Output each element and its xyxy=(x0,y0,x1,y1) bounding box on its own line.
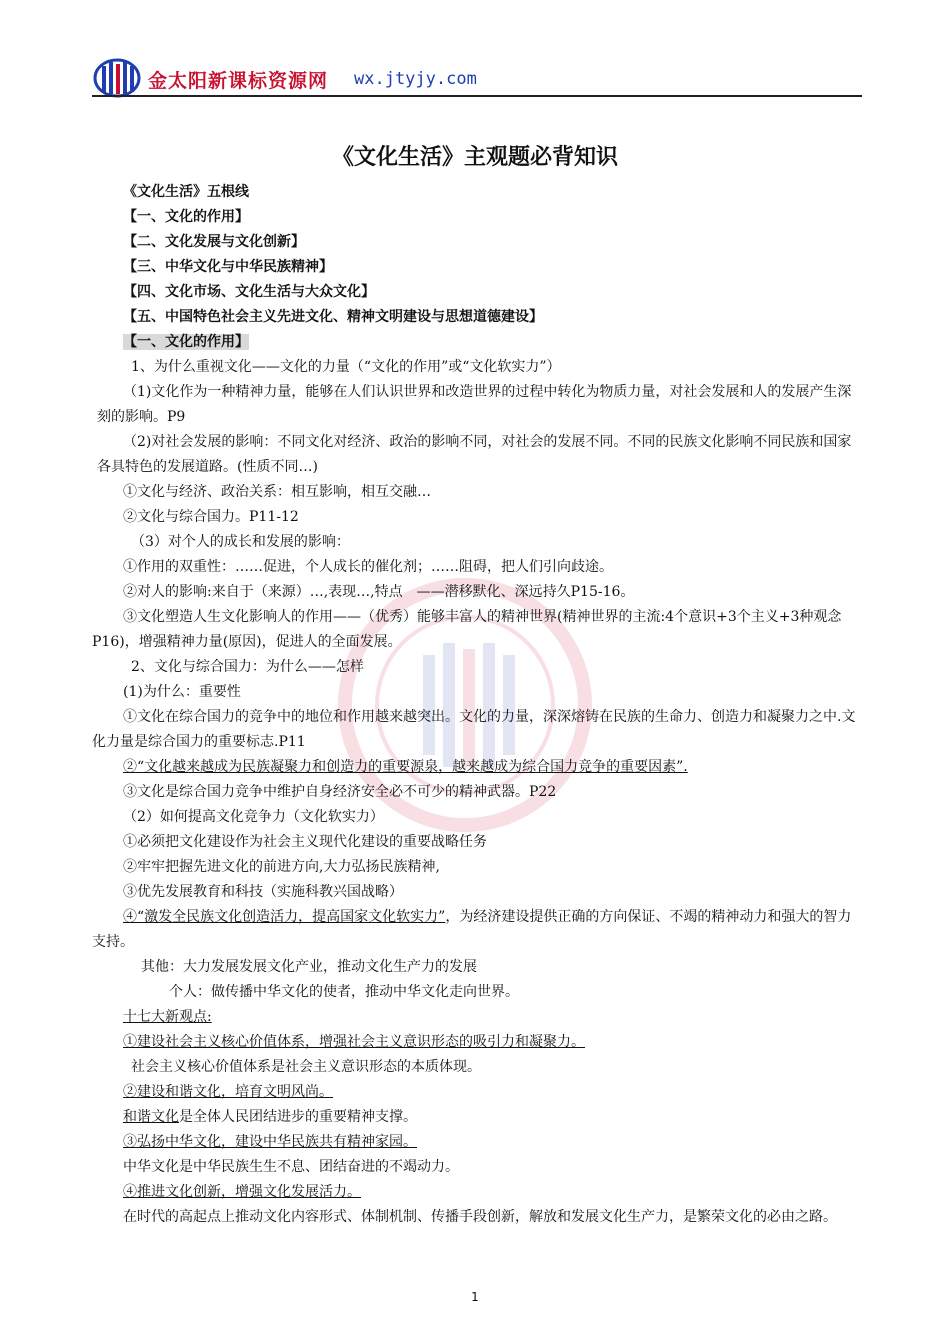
document-body xyxy=(92,180,861,1230)
list-item: ②建设和谐文化，培育文明风尚。 xyxy=(123,1084,333,1100)
paragraph: 其他：大力发展发展文化产业，推动文化生产力的发展 xyxy=(141,959,477,975)
paragraph: （2）如何提高文化竞争力（文化软实力） xyxy=(123,809,384,825)
question-heading: 1、为什么重视文化——文化的力量（“文化的作用”或“文化软实力”） xyxy=(131,359,561,375)
list-item: ④推进文化创新，增强文化发展活力。 xyxy=(123,1184,361,1200)
paragraph: 社会主义核心价值体系是社会主义意识形态的本质体现。 xyxy=(131,1059,481,1075)
subsection-heading: 十七大新观点: xyxy=(123,1009,212,1025)
header-divider xyxy=(92,95,862,97)
paragraph-text: 是全体人民团结进步的重要精神支撑。 xyxy=(179,1109,417,1125)
paragraph: (1)为什么：重要性 xyxy=(123,684,241,700)
outline-item: 【三、中华文化与中华民族精神】 xyxy=(123,259,333,275)
underlined-term: 和谐文化 xyxy=(123,1109,179,1125)
outline-item: 【四、文化市场、文化生活与大众文化】 xyxy=(123,284,375,300)
paragraph: （2)对社会发展的影响：不同文化对经济、政治的影响不同，对社会的发展不同。不同的民族文化影响不同民族和国家各具特色的发展道路。(性质不同…) xyxy=(97,434,852,475)
list-item: ③文化是综合国力竞争中维护自身经济安全必不可少的精神武器。P22 xyxy=(123,784,557,800)
question-heading: 2、文化与综合国力：为什么——怎样 xyxy=(131,659,364,675)
paragraph xyxy=(123,1105,861,1130)
outline-item: 【二、文化发展与文化创新】 xyxy=(123,234,305,250)
paragraph: 个人：做传播中华文化的使者，推动中华文化走向世界。 xyxy=(169,984,519,1000)
list-item: ①文化与经济、政治关系：相互影响，相互交融… xyxy=(123,484,431,500)
list-item: ②对人的影响:来自于（来源）…,表现…,特点 ——潜移默化、深远持久P15-16。 xyxy=(123,584,635,600)
site-url[interactable]: wx.jtyjy.com xyxy=(354,69,477,89)
page-header xyxy=(92,58,862,98)
list-item: ②“文化越来越成为民族凝聚力和创造力的重要源泉，越来越成为综合国力竞争的重要因素”. xyxy=(123,759,688,775)
paragraph: （3）对个人的成长和发展的影响： xyxy=(131,534,350,550)
list-item-text: ，为经济建设提供正确的方向保证、不竭的精神动力和强大的智力支持。 xyxy=(92,909,852,950)
underlined-quote: ④“激发全民族文化创造活力，提高国家文化软实力” xyxy=(123,909,446,925)
outline-item: 【一、文化的作用】 xyxy=(123,209,249,225)
list-item: ①作用的双重性：……促进，个人成长的催化剂；……阻碍，把人们引向歧途。 xyxy=(123,559,613,575)
site-name: 金太阳新课标资源网 xyxy=(148,70,329,92)
list-item xyxy=(92,905,861,955)
list-item: ②文化与综合国力。P11-12 xyxy=(123,509,299,525)
list-item: ③文化塑造人生文化影响人的作用——（优秀）能够丰富人的精神世界(精神世界的主流:4个意识+3个主义+3种观念P16)，增强精神力量(原因)，促进人的全面发展。 xyxy=(92,609,842,650)
paragraph: 中华文化是中华民族生生不息、团结奋进的不竭动力。 xyxy=(123,1159,459,1175)
list-item: ②牢牢把握先进文化的前进方向,大力弘扬民族精神, xyxy=(123,859,440,875)
outline-item: 【五、中国特色社会主义先进文化、精神文明建设与思想道德建设】 xyxy=(123,309,543,325)
outline-heading: 《文化生活》五根线 xyxy=(123,184,249,200)
list-item: ①文化在综合国力的竞争中的地位和作用越来越突出。文化的力量，深深熔铸在民族的生命力、创造力和凝聚力之中.文化力量是综合国力的重要标志.P11 xyxy=(92,709,856,750)
page-number: 1 xyxy=(471,1290,479,1304)
section-heading: 【一、文化的作用】 xyxy=(123,334,249,350)
list-item: ③优先发展教育和科技（实施科教兴国战略） xyxy=(123,884,403,900)
list-item: ③弘扬中华文化，建设中华民族共有精神家园。 xyxy=(123,1134,417,1150)
paragraph: 在时代的高起点上推动文化内容形式、体制机制、传播手段创新，解放和发展文化生产力，是繁荣文化的必由之路。 xyxy=(123,1209,837,1225)
document-title: 《文化生活》主观题必背知识 xyxy=(331,145,618,170)
paragraph: （1)文化作为一种精神力量，能够在人们认识世界和改造世界的过程中转化为物质力量，对社会发展和人的发展产生深刻的影响。P9 xyxy=(97,384,852,425)
list-item: ①建设社会主义核心价值体系，增强社会主义意识形态的吸引力和凝聚力。 xyxy=(123,1034,585,1050)
list-item: ①必须把文化建设作为社会主义现代化建设的重要战略任务 xyxy=(123,834,487,850)
site-logo-icon xyxy=(92,58,142,98)
